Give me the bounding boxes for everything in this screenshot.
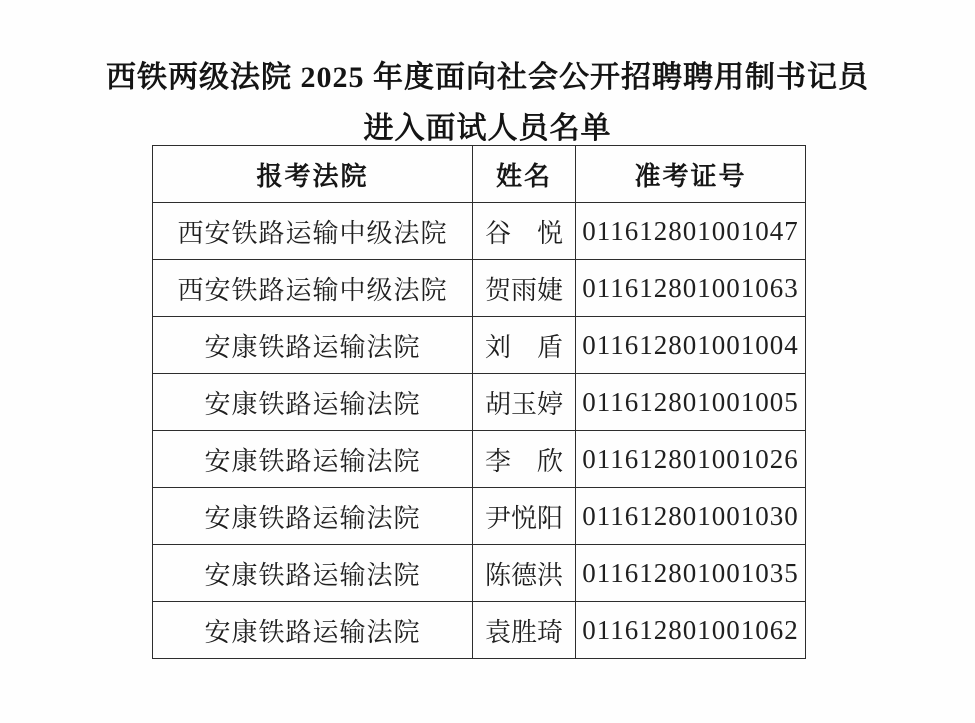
cell-court: 西安铁路运输中级法院 [153, 203, 473, 260]
cell-ticket-number: 011612801001047 [576, 203, 806, 260]
cell-ticket-number: 011612801001035 [576, 545, 806, 602]
cell-ticket-number: 011612801001026 [576, 431, 806, 488]
cell-name: 尹悦阳 [473, 488, 576, 545]
cell-court: 西安铁路运输中级法院 [153, 260, 473, 317]
document-title-line-2: 进入面试人员名单 [363, 112, 612, 145]
header-name: 姓名 [473, 146, 576, 203]
table-body [153, 203, 806, 659]
cell-name: 陈德洪 [473, 545, 576, 602]
table-row [153, 602, 806, 659]
cell-court: 安康铁路运输法院 [153, 488, 473, 545]
cell-court: 安康铁路运输法院 [153, 431, 473, 488]
table-row [153, 431, 806, 488]
document-title [0, 52, 975, 154]
table-header [153, 146, 806, 203]
cell-name: 袁胜琦 [473, 602, 576, 659]
cell-name: 贺雨婕 [473, 260, 576, 317]
cell-ticket-number: 011612801001030 [576, 488, 806, 545]
table-header-row [153, 146, 806, 203]
table-row [153, 545, 806, 602]
table-row [153, 374, 806, 431]
cell-name: 李 欣 [473, 431, 576, 488]
cell-court: 安康铁路运输法院 [153, 374, 473, 431]
table-row [153, 488, 806, 545]
table-row [153, 260, 806, 317]
header-court: 报考法院 [153, 146, 473, 203]
cell-name: 胡玉婷 [473, 374, 576, 431]
cell-ticket-number: 011612801001063 [576, 260, 806, 317]
header-ticket-number: 准考证号 [576, 146, 806, 203]
cell-ticket-number: 011612801001062 [576, 602, 806, 659]
document-title-line-1: 西铁两级法院 2025 年度面向社会公开招聘聘用制书记员 [106, 61, 869, 94]
table-row [153, 317, 806, 374]
cell-ticket-number: 011612801001004 [576, 317, 806, 374]
cell-court: 安康铁路运输法院 [153, 317, 473, 374]
cell-name: 刘 盾 [473, 317, 576, 374]
cell-court: 安康铁路运输法院 [153, 602, 473, 659]
cell-ticket-number: 011612801001005 [576, 374, 806, 431]
table-row [153, 203, 806, 260]
interview-candidates-table [152, 145, 806, 659]
cell-court: 安康铁路运输法院 [153, 545, 473, 602]
cell-name: 谷 悦 [473, 203, 576, 260]
